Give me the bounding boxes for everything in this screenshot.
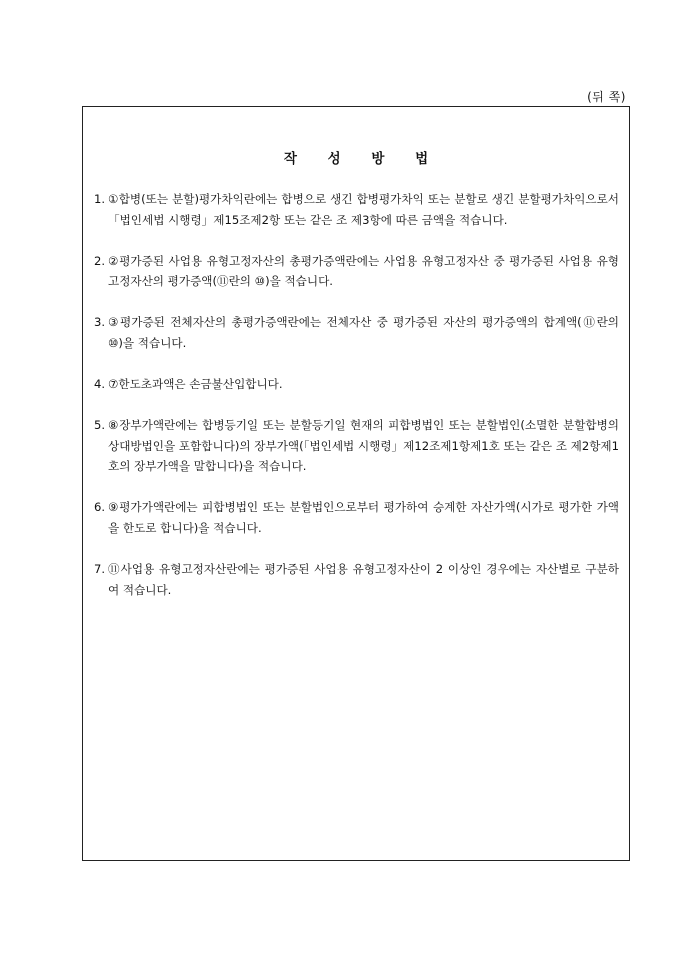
instruction-item [94, 251, 619, 292]
instruction-list [94, 189, 619, 621]
page-title: 작 성 방 법 [283, 151, 442, 167]
instruction-item [94, 312, 619, 353]
instruction-number: 5. [94, 418, 106, 433]
instruction-text: ③평가증된 전체자산의 총평가증액란에는 전체자산 중 평가증된 자산의 평가증액의 합계액(⑪란의 ⑩)을 적습니다. [108, 315, 619, 350]
instruction-text: ①합병(또는 분할)평가차익란에는 합병으로 생긴 합병평가차익 또는 분할로 생긴 분할평가차익으로서「법인세법 시행령」제15조제2항 또는 같은 조 제3항에 따른 금액을 적습니다. [108, 192, 619, 227]
instruction-text: ⑧장부가액란에는 합병등기일 또는 분할등기일 현재의 피합병법인 또는 분할법인(소멸한 분할합병의 상대방법인을 포함합니다)의 장부가액(「법인세법 시행령」제12조제1항제1호 또는 같은 조 제2항제1호의 장부가액을 말합니다)을 적습니다. [108, 418, 619, 474]
instruction-text: ②평가증된 사업용 유형고정자산의 총평가증액란에는 사업용 유형고정자산 중 평가증된 사업용 유형고정자산의 평가증액(⑪란의 ⑩)을 적습니다. [108, 253, 619, 289]
instruction-item [94, 559, 619, 600]
instruction-number: 3. [94, 315, 106, 330]
instruction-item [94, 415, 619, 477]
instruction-number: 7. [94, 562, 106, 577]
instruction-item [94, 189, 619, 230]
instruction-text: ⑦한도초과액은 손금불산입합니다. [108, 377, 283, 392]
page-side-label: (뒤 쪽) [587, 90, 626, 104]
instruction-number: 4. [94, 377, 106, 392]
instruction-number: 6. [94, 500, 106, 515]
instruction-text: ⑨평가가액란에는 피합병법인 또는 분할법인으로부터 평가하여 승계한 자산가액(시가로 평가한 가액을 한도로 합니다)을 적습니다. [108, 500, 619, 536]
instruction-number: 2. [94, 253, 106, 268]
instruction-item [94, 374, 619, 395]
instruction-text: ⑪사업용 유형고정자산란에는 평가증된 사업용 유형고정자산이 2 이상인 경우에는 자산별로 구분하여 적습니다. [108, 562, 619, 597]
instruction-item [94, 497, 619, 538]
instructions-box [82, 106, 630, 861]
instruction-number: 1. [94, 192, 106, 206]
